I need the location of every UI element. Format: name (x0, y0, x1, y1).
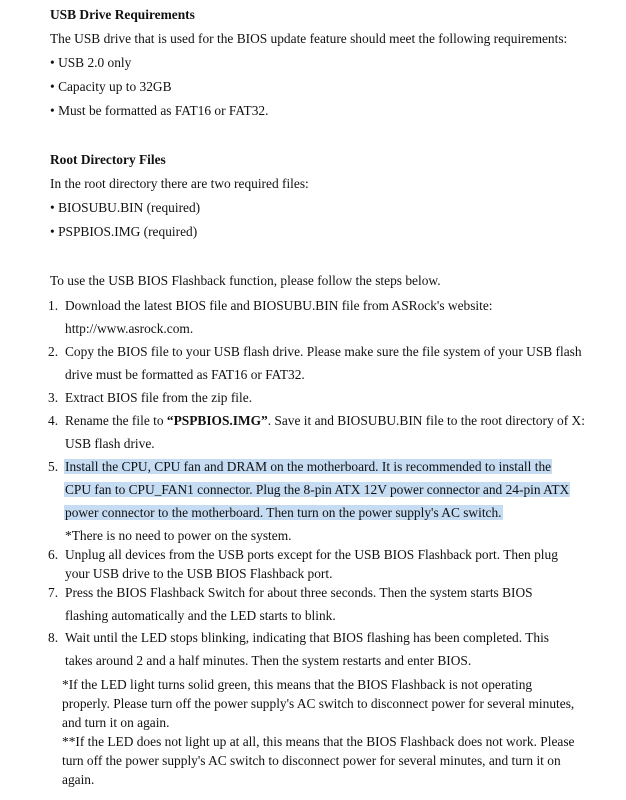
step-line: Extract BIOS file from the zip file. (65, 390, 253, 405)
step-line: Wait until the LED stops blinking, indicating that BIOS flashing has been completed. This (65, 630, 550, 645)
bullet-icon: • (50, 224, 55, 239)
step-line: your USB drive to the USB BIOS Flashback port. (65, 566, 333, 581)
step-number: 2. (48, 344, 59, 359)
list-item: • Must be formatted as FAT16 or FAT32. (50, 103, 269, 118)
bullet-icon: • (50, 55, 55, 70)
step-line: Rename the file to “PSPBIOS.IMG”. Save it and BIOSUBU.BIN file to the root directory of X: (65, 413, 585, 428)
root-directory-heading: Root Directory Files (50, 152, 166, 167)
filename-emphasis: “PSPBIOS.IMG” (166, 413, 268, 428)
bullet-icon: • (50, 200, 55, 215)
text-selection: CPU fan to CPU_FAN1 connector. Plug the 8-pin ATX 12V power connector and 24-pin ATX (65, 482, 570, 497)
highlighted-step-line (64, 481, 570, 499)
step-number: 5. (48, 459, 59, 474)
step-line: flashing automatically and the LED starts to blink. (65, 608, 336, 623)
step-number: 3. (48, 390, 59, 405)
step-line: Press the BIOS Flashback Switch for about three seconds. Then the system starts BIOS (65, 585, 533, 600)
step-number: 4. (48, 413, 59, 428)
text-selection: power connector to the motherboard. Then turn on the power supply's AC switch. (65, 505, 502, 520)
step-line: Copy the BIOS file to your USB flash drive. Please make sure the file system of your USB flash (65, 344, 582, 359)
list-item: • PSPBIOS.IMG (required) (50, 224, 198, 239)
step-line: Unplug all devices from the USB ports except for the USB BIOS Flashback port. Then plug (65, 547, 558, 562)
root-directory-intro: In the root directory there are two required files: (50, 176, 309, 191)
bullet-icon: • (50, 79, 55, 94)
text-selection: Install the CPU, CPU fan and DRAM on the motherboard. It is recommended to install the (65, 459, 552, 474)
note-line: and turn it on again. (62, 715, 170, 730)
note-line: properly. Please turn off the power supply's AC switch to disconnect power for several minutes, (62, 696, 575, 711)
note-line: *If the LED light turns solid green, this means that the BIOS Flashback is not operating (62, 677, 533, 692)
step-line: http://www.asrock.com. (65, 321, 194, 336)
list-item: • USB 2.0 only (50, 55, 132, 70)
step-line: Download the latest BIOS file and BIOSUBU.BIN file from ASRock's website: (65, 298, 493, 313)
step-number: 1. (48, 298, 59, 313)
highlighted-step-line (64, 458, 552, 476)
steps-intro: To use the USB BIOS Flashback function, please follow the steps below. (50, 273, 441, 288)
step-line: USB flash drive. (65, 436, 155, 451)
step-line: drive must be formatted as FAT16 or FAT32. (65, 367, 305, 382)
note-line: turn off the power supply's AC switch to disconnect power for several minutes, and turn it on (62, 753, 561, 768)
step-note: *There is no need to power on the system. (65, 528, 292, 543)
step-number: 8. (48, 630, 59, 645)
step-number: 6. (48, 547, 59, 562)
bullet-icon: • (50, 103, 55, 118)
note-line: **If the LED does not light up at all, this means that the BIOS Flashback does not work. Please (62, 734, 575, 749)
note-line: again. (62, 772, 95, 787)
usb-requirements-heading: USB Drive Requirements (50, 7, 195, 22)
highlighted-step-line (64, 504, 503, 522)
step-line: takes around 2 and a half minutes. Then the system restarts and enter BIOS. (65, 653, 472, 668)
list-item: • Capacity up to 32GB (50, 79, 172, 94)
step-number: 7. (48, 585, 59, 600)
usb-requirements-intro: The USB drive that is used for the BIOS update feature should meet the following requirements: (50, 31, 568, 46)
list-item: • BIOSUBU.BIN (required) (50, 200, 201, 215)
